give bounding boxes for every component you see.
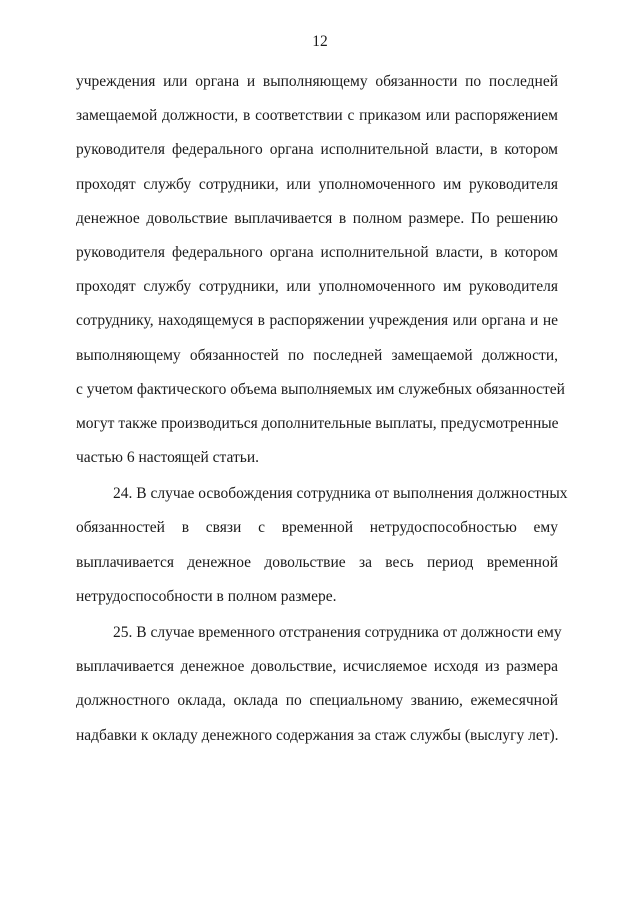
text-line: выплачивается денежное довольствие за весь период временной bbox=[76, 553, 558, 571]
text-line: денежное довольствие выплачивается в полном размере. По решению bbox=[76, 209, 558, 227]
text-line: замещаемой должности, в соответствии с приказом или распоряжением bbox=[76, 107, 558, 125]
text-line: 25. В случае временного отстранения сотрудника от должности ему bbox=[113, 624, 562, 641]
text-line: учреждения или органа и выполняющему обязанности по последней bbox=[76, 73, 558, 90]
text-line: могут также производиться дополнительные выплаты, предусмотренные bbox=[76, 414, 559, 432]
paragraph bbox=[76, 616, 562, 753]
text-line: выполняющему обязанностей по последней замещаемой должности, bbox=[76, 346, 558, 364]
text-line: проходят службу сотрудники, или уполномоченного им руководителя bbox=[76, 278, 558, 296]
text-line: обязанностей в связи с временной нетрудоспособностью ему bbox=[76, 519, 558, 537]
text-line: выплачивается денежное довольствие, исчисляемое исходя из размера bbox=[76, 658, 558, 676]
text-line: с учетом фактического объема выполняемых им служебных обязанностей bbox=[76, 380, 565, 398]
text-line: проходят службу сотрудники, или уполномоченного им руководителя bbox=[76, 175, 558, 193]
paragraph bbox=[76, 477, 568, 614]
text-line: руководителя федерального органа исполнительной власти, в котором bbox=[76, 243, 558, 261]
text-line: должностного оклада, оклада по специальному званию, ежемесячной bbox=[76, 692, 558, 710]
page-number: 12 bbox=[312, 33, 328, 50]
document-body bbox=[76, 65, 568, 753]
paragraph bbox=[76, 65, 565, 475]
text-line: 24. В случае освобождения сотрудника от выполнения должностных bbox=[113, 485, 568, 503]
text-line: руководителя федерального органа исполнительной власти, в котором bbox=[76, 141, 558, 159]
text-line: частью 6 настоящей статьи. bbox=[76, 449, 260, 467]
text-line: сотруднику, находящемуся в распоряжении учреждения или органа и не bbox=[76, 312, 558, 330]
text-line: надбавки к окладу денежного содержания за стаж службы (выслугу лет). bbox=[76, 726, 559, 744]
text-line: нетрудоспособности в полном размере. bbox=[76, 587, 337, 605]
